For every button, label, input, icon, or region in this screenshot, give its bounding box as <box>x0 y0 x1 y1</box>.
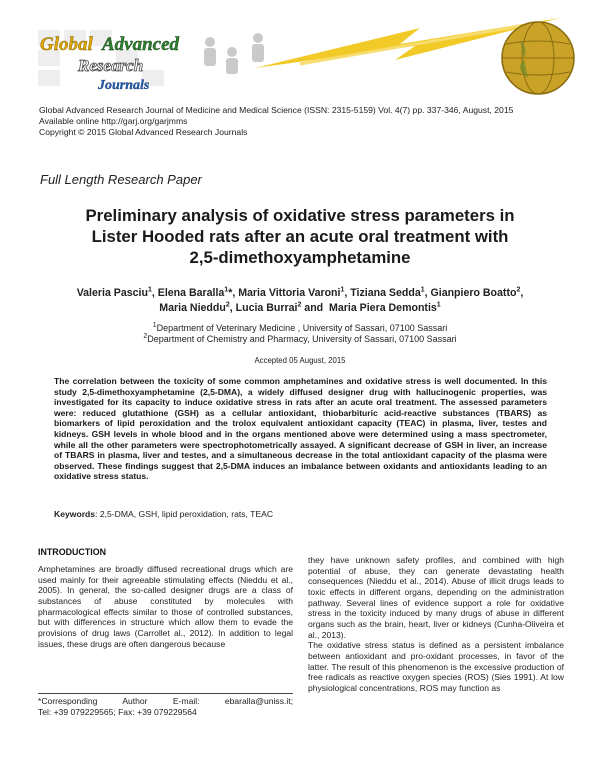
footnote-divider <box>38 693 293 694</box>
logo-word-global: Global <box>40 34 93 55</box>
author-name: Tiziana Sedda <box>350 287 421 299</box>
author-name: Gianpiero Boatto <box>430 287 517 299</box>
abstract: The correlation between the toxicity of some common amphetamines and oxidative stress is well documented. In this study 2,5-dimethoxyamphetamine (2,5-DMA), a widely diffused designer drug with hallucinogenic properties, was investigated for its capacity to induce oxidative stress in rats after an acute oral treatment. The assessed parameters were: reduced glutathione (GSH) as a cellular antioxidant, thiobarbituric acid-reactive substances (TBARS) as biomarkers of lipid peroxidation and the trolox equivalent antioxidant capacity (TEAC) in plasma, liver, testes and kidneys. GSH levels in whole blood and in the organs mentioned above were determined using a mass spectrometer, while all the other parameters were spectrophotometrically assayed. A significant decrease of GSH in liver, an increase of TBARS in plasma, liver and testes, and a simultaneous decrease in the total antioxidant capacity of the plasma were observed. These findings suggest that 2,5-DMA induces an imbalance between oxidants and antioxidants leading to an oxidative stress status. <box>54 376 547 482</box>
keywords-label: Keywords <box>54 509 96 519</box>
author-name: Maria Nieddu <box>159 302 226 314</box>
affiliation-item <box>30 334 570 345</box>
paper-type-label: Full Length Research Paper <box>40 172 202 187</box>
journal-citation: Global Advanced Research Journal of Medicine and Medical Science (ISSN: 2315-5159) Vol. 4(7) pp. 337-346, August, 2015 <box>39 105 514 115</box>
author-name: Maria Piera Demontis <box>329 302 437 314</box>
corresponding-author-footnote <box>38 696 293 717</box>
title-line: Preliminary analysis of oxidative stress parameters in <box>85 206 515 225</box>
intro-paragraph: they have unknown safety profiles, and combined with high potential of abuse, they can generate devastating health consequences (Nieddu et al., 2014). Abuse of illicit drugs leads to toxic effects in different organs, depending on the administration pathway. Several lines of evidence support a role for oxidative stress in the toxicity induced by many drugs of abuse in different organs such as the brain, heart, liver or kidneys (Cunha-Oliveira et al., 2013). <box>308 555 564 640</box>
author-affil-sup: 1 <box>420 286 425 294</box>
author-name: Valeria Pasciu <box>76 287 148 299</box>
footnote-phone-line: Tel: +39 079229565; Fax: +39 079229564 <box>38 706 197 717</box>
author-separator: , <box>151 287 158 299</box>
author-name: Maria Vittoria Varoni <box>238 287 341 299</box>
author-name: Lucia Burrai <box>235 302 298 314</box>
logo-word-advanced: Advanced <box>102 34 180 55</box>
section-heading-introduction: INTRODUCTION <box>38 547 107 557</box>
keywords-text: : 2,5-DMA, GSH, lipid peroxidation, rats, TEAC <box>95 509 274 519</box>
footnote-email-line: *Corresponding Author E-mail: ebaralla@uniss.it; <box>38 696 293 706</box>
logo <box>40 34 200 104</box>
author-affil-sup: 1 <box>147 286 152 294</box>
author-affil-sup: 2 <box>225 301 230 309</box>
author-affil-sup: 1 <box>340 286 345 294</box>
author-separator: , <box>344 287 351 299</box>
author-separator: , <box>232 287 239 299</box>
author-affil-sup: 1 <box>436 301 441 309</box>
intro-right-column <box>308 555 564 694</box>
logo-word-research: Research <box>78 56 144 75</box>
intro-paragraph: Amphetamines are broadly diffused recreational drugs which are used mainly for their agreeable stimulating effects (Nieddu et al., 2005). In general, the so-called designer drugs are a class of substances of abuse constituted by molecules with pharmacological effects similar to those of controlled substances, but with differences in structure which allow them to evade the provisions of drug laws (Carrollet al., 2012). In addition to legal issues, these drugs are often dangerous because <box>38 564 293 649</box>
affiliation-sup: 1 <box>152 322 157 329</box>
online-availability: Available online http://garj.org/garjmms <box>39 116 188 126</box>
title-line: 2,5-dimethoxyamphetamine <box>189 248 411 267</box>
author-line-1 <box>30 286 570 301</box>
affiliation-sup: 2 <box>143 333 148 340</box>
author-line-2 <box>30 301 570 316</box>
author-separator: , <box>520 287 524 299</box>
accepted-date: Accepted 05 August, 2015 <box>254 356 346 365</box>
journal-banner <box>0 0 600 104</box>
paper-title <box>30 205 570 268</box>
intro-left-column <box>38 564 293 649</box>
author-list <box>30 286 570 316</box>
author-separator: and <box>301 302 327 314</box>
author-affil-sup: 2 <box>297 301 302 309</box>
affiliation-text: Department of Chemistry and Pharmacy, University of Sassari, 07100 Sassari <box>147 334 457 344</box>
author-separator: , <box>424 287 431 299</box>
author-separator: , <box>229 302 236 314</box>
keywords <box>54 509 273 519</box>
corresponding-mark: * <box>228 287 233 299</box>
affiliation-item <box>30 323 570 334</box>
logo-word-journals: Journals <box>98 78 150 93</box>
title-line: Lister Hooded rats after an acute oral treatment with <box>91 227 509 246</box>
author-affil-sup: 1 <box>224 286 229 294</box>
author-name: Elena Baralla <box>157 287 225 299</box>
affiliation-text: Department of Veterinary Medicine , University of Sassari, 07100 Sassari <box>156 323 448 333</box>
affiliations <box>30 323 570 345</box>
intro-paragraph: The oxidative stress status is defined as a persistent imbalance between antioxidant and pro-oxidant processes, in favor of the latter. The result of this phenomenon is the excessive production of free radicals as reactive oxygen species (ROS) (Sies 1991). At low physiological concentrations, ROS may function as <box>308 640 564 693</box>
author-affil-sup: 2 <box>516 286 521 294</box>
copyright-notice: Copyright © 2015 Global Advanced Research Journals <box>39 127 248 137</box>
globe-icon <box>502 22 574 94</box>
